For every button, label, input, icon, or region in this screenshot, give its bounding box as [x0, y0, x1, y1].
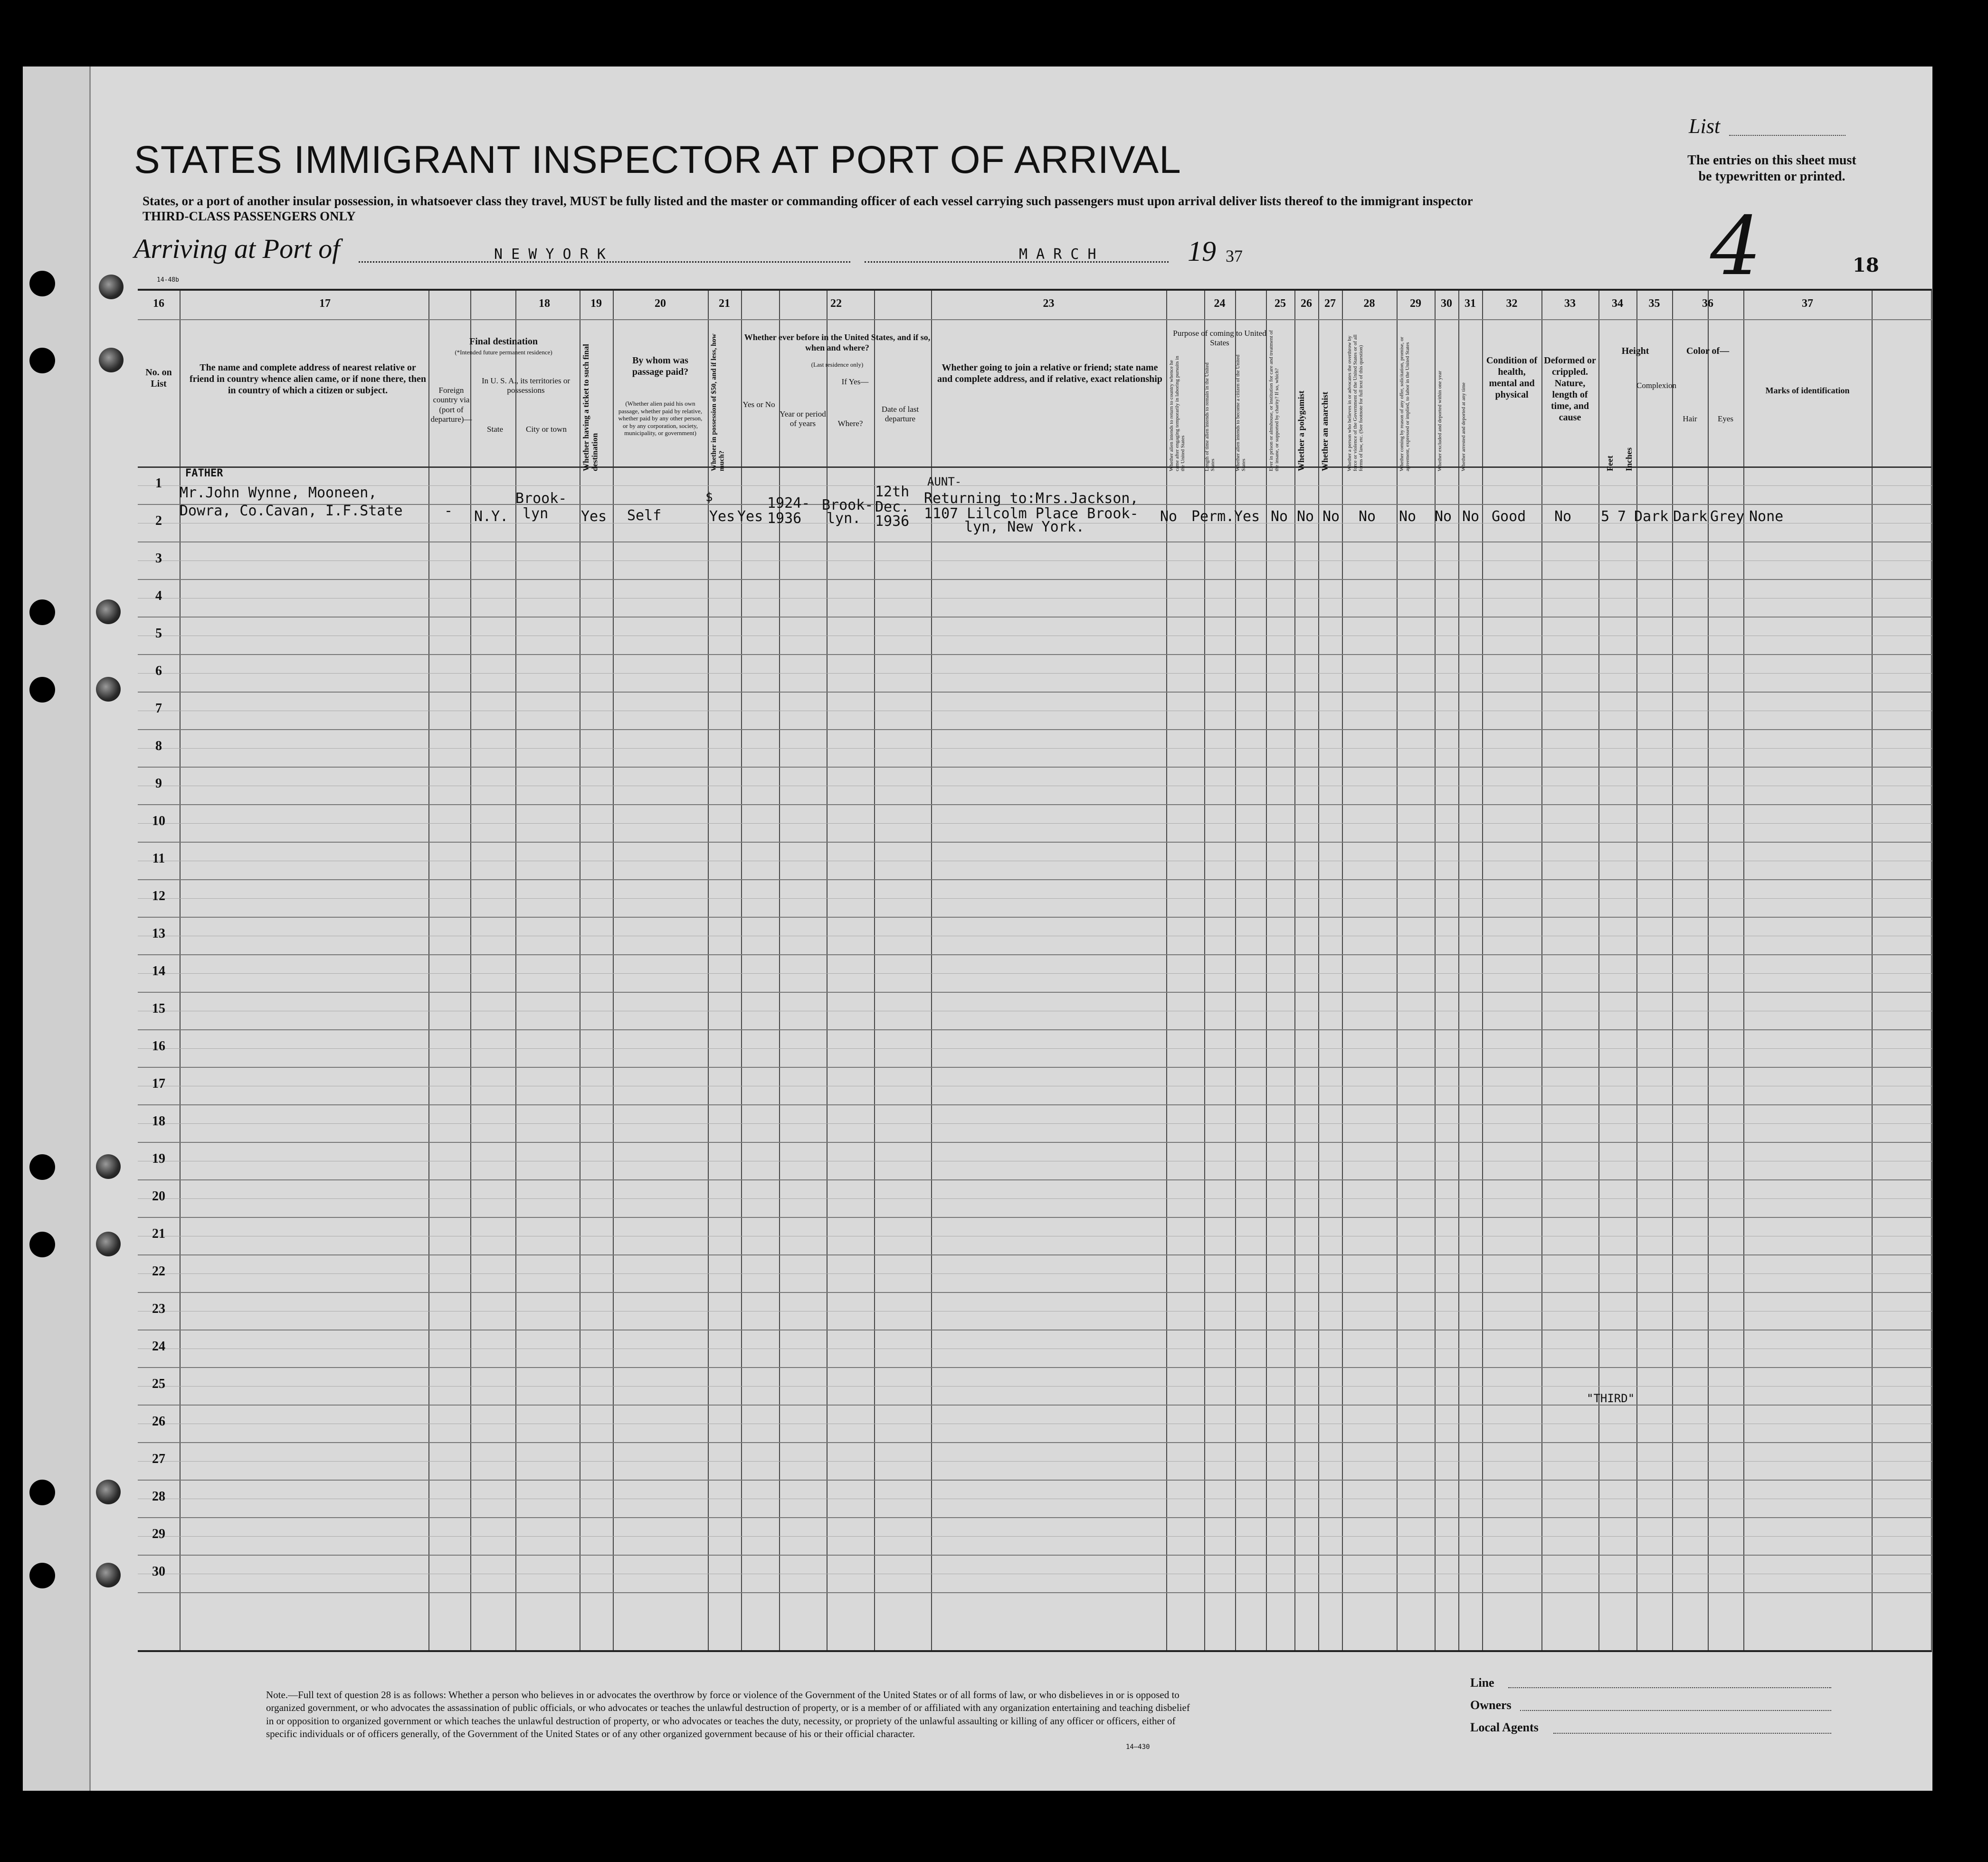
col-num: 28	[1363, 297, 1375, 310]
header-height: Height	[1621, 346, 1649, 356]
arriving-label: Arriving at Port of	[134, 233, 340, 264]
grid-row-line	[138, 1067, 1932, 1068]
grid-half-line	[138, 748, 1932, 749]
entry-inches: 7	[1617, 508, 1627, 525]
entry-health: Good	[1492, 508, 1526, 525]
header-purpose-a: Whether alien intends to return to country whence he came after engaging temporarily in laboring pursuits in the United States	[1169, 356, 1186, 471]
header-inches: Inches	[1624, 447, 1634, 471]
header-final-destination-sub: (*Intended future permanent residence)	[455, 349, 552, 356]
col-num: 31	[1465, 297, 1476, 310]
grid-column-line	[1204, 291, 1205, 1650]
grid-row-line	[138, 654, 1932, 655]
header-if-yes: If Yes—	[841, 377, 869, 386]
header-excluded: Whether excluded and deported within one year	[1437, 370, 1443, 471]
grid-row-line	[138, 1217, 1932, 1218]
binder-hole	[96, 677, 121, 702]
grid-row-line	[138, 1592, 1932, 1593]
year-prefix: 19	[1188, 236, 1216, 267]
grid-column-line	[1166, 291, 1167, 1650]
entry-prison: No	[1271, 508, 1288, 525]
col-num: 36	[1702, 297, 1713, 310]
row-number: 15	[152, 1001, 165, 1016]
row-number: 26	[152, 1414, 165, 1429]
entry-complexion: Dark	[1634, 508, 1669, 525]
grid-row-line	[138, 1179, 1932, 1180]
row-number: 13	[152, 926, 165, 941]
binding-strip	[23, 66, 91, 1791]
header-before-us-sub: (Last residence only)	[811, 361, 864, 368]
row-number: 8	[155, 739, 162, 753]
header-purpose-b: Length of time alien intends to remain in the United States	[1204, 362, 1216, 471]
header-color: Color of—	[1686, 346, 1730, 356]
grid-column-line	[1636, 291, 1637, 1650]
binder-hole	[29, 271, 55, 296]
entry-where-line1: Brook-	[822, 497, 874, 513]
row-number: 29	[152, 1527, 165, 1541]
col-num: 37	[1802, 297, 1813, 310]
entry-state: N.Y.	[474, 508, 509, 525]
entry-return: No	[1160, 508, 1178, 525]
row-number: 25	[152, 1377, 165, 1391]
header-before-us: Whether ever before in the United States, and if so, when and where?	[744, 332, 931, 352]
entry-length: Perm.	[1191, 508, 1235, 525]
row-number: 16	[152, 1039, 165, 1054]
header-passage: By whom was passage paid?	[632, 355, 689, 377]
entry-feet: 5	[1601, 508, 1610, 525]
handwritten-list-number: 4	[1710, 200, 1762, 294]
header-hair: Hair	[1683, 414, 1697, 423]
binder-hole	[29, 599, 55, 625]
row-number: 9	[155, 776, 162, 791]
col-num: 33	[1564, 297, 1576, 310]
entry-relative-line2: Dowra, Co.Cavan, I.F.State	[180, 503, 403, 519]
entry-city-line1: Brook-	[515, 490, 567, 507]
entry-arrested: No	[1462, 508, 1480, 525]
grid-row-line	[138, 319, 1932, 320]
entry-date-line3: 1936	[875, 513, 910, 530]
col-num: 25	[1275, 297, 1286, 310]
entry-citizen: Yes	[1234, 508, 1260, 525]
binder-hole	[29, 1154, 55, 1180]
footer-line-blank	[1508, 1687, 1831, 1688]
binder-hole	[29, 677, 55, 703]
entry-foreign: -	[444, 503, 453, 519]
grid-row-line	[138, 1405, 1932, 1406]
entry-years-line2: 1936	[767, 510, 802, 527]
entry-money: Yes	[709, 508, 735, 525]
list-line	[1729, 135, 1845, 136]
entry-overthrow: No	[1359, 508, 1376, 525]
row-number: 19	[152, 1151, 165, 1166]
entry-offer: No	[1399, 508, 1417, 525]
grid-column-line	[1318, 291, 1319, 1650]
footnote-question-28: Note.—Full text of question 28 is as follows: Whether a person who believes in or advocates the overthrow by force or violence of the Government of the United States or of all forms of law, or who disbelieves in or is opposed to organized government, or who advocates the assassination of public officials, or who advocates or teaches the unlawful destruction of property, or is a member of or affiliated with any organization entertaining and teaching disbelief in or opposition to organized government or which teaches the unlawful destruction of property, or who advocates or teaches the duty, necessity, or propriety of the unlawful assaulting or killing of any officer or officers, either of specific individuals or of officers generally, of the Government of the United States or of any other organized government because of his or their official character.	[266, 1689, 1190, 1739]
entry-city-line2: lyn	[523, 505, 549, 522]
grid-column-line	[1458, 291, 1459, 1650]
grid-row-line	[138, 579, 1932, 580]
grid-row-line	[138, 1367, 1932, 1368]
grid-half-line	[138, 973, 1932, 974]
grid-half-line	[138, 485, 1932, 486]
col-num: 19	[590, 297, 602, 310]
entry-eyes: Grey	[1710, 508, 1745, 525]
header-in-usa: In U. S. A., its territories or possessions	[481, 376, 571, 395]
arrival-month: M A R C H	[1019, 246, 1096, 263]
grid-row-line	[138, 1292, 1932, 1293]
grid-row-line	[138, 879, 1932, 880]
row-number: 7	[155, 701, 162, 716]
grid-column-line	[1342, 291, 1343, 1650]
grid-column-line	[1435, 291, 1436, 1650]
entry-relation: FATHER	[185, 467, 223, 479]
row-number: 22	[152, 1264, 165, 1279]
col-num: 16	[153, 297, 164, 310]
grid-row-line	[138, 466, 1932, 468]
row-number: 4	[155, 589, 162, 603]
header-eyes: Eyes	[1717, 414, 1734, 423]
page-number: 18	[1853, 254, 1879, 276]
grid-column-line	[741, 291, 742, 1650]
header-city: City or town	[526, 425, 567, 434]
col-num: 24	[1214, 297, 1226, 310]
binder-hole	[96, 1563, 121, 1587]
grid-row-line	[138, 1480, 1932, 1481]
entry-deformed: No	[1554, 508, 1572, 525]
header-relative: The name and complete address of nearest relative or friend in country whence alien came, or if none there, then in country of which a citizen or subject.	[189, 362, 427, 396]
header-yes-no: Yes or No	[742, 400, 775, 409]
grid-row-line	[138, 917, 1932, 918]
grid-column-line	[1872, 291, 1873, 1650]
grid-column-line	[470, 291, 471, 1650]
entry-join-line3: lyn, New York.	[964, 519, 1084, 535]
row-number: 24	[152, 1339, 165, 1354]
form-title: STATES IMMIGRANT INSPECTOR AT PORT OF ARRIVAL	[134, 138, 1181, 181]
entries-note-2: be typewritten or printed.	[1698, 169, 1845, 184]
row-number: 21	[152, 1226, 165, 1241]
entry-excluded: No	[1435, 508, 1452, 525]
entry-before-yesno: Yes	[737, 508, 763, 525]
row-number: 6	[155, 664, 162, 678]
grid-half-line	[138, 823, 1932, 824]
header-join: Whether going to join a relative or friend; state name and complete address, and if relative, exact relationship	[937, 362, 1162, 384]
entries-note: The entries on this sheet must	[1687, 153, 1856, 168]
grid-half-line	[138, 898, 1932, 899]
header-health: Condition of health, mental and physical	[1486, 355, 1538, 400]
grid-row-line	[138, 1555, 1932, 1556]
grid-row-line	[138, 1142, 1932, 1143]
third-class-stamp: "THIRD"	[1587, 1392, 1635, 1405]
binder-hole	[29, 1480, 55, 1505]
grid-column-line	[1397, 291, 1398, 1650]
header-purpose: Purpose of coming to United States	[1173, 329, 1266, 348]
grid-half-line	[138, 673, 1932, 674]
footer-agents-label: Local Agents	[1470, 1720, 1539, 1734]
grid-column-line	[827, 291, 828, 1650]
row-number: 30	[152, 1564, 165, 1579]
form-class: THIRD-CLASS PASSENGERS ONLY	[143, 209, 356, 223]
footer-line-label: Line	[1470, 1676, 1494, 1690]
entry-date-line2: Dec.	[875, 499, 910, 515]
row-number: 5	[155, 626, 162, 641]
col-num: 30	[1441, 297, 1452, 310]
header-year: Year or period of years	[780, 409, 826, 428]
grid-row-line	[138, 1442, 1932, 1443]
row-number: 18	[152, 1114, 165, 1129]
header-offer: Whether coming by reason of any offer, solicitation, promise, or agreement, expressed or implied, to labor in the United States	[1399, 337, 1411, 471]
grid-column-line	[1294, 291, 1295, 1650]
grid-row-line	[138, 692, 1932, 693]
footer-owners-blank	[1520, 1710, 1831, 1711]
grid-half-line	[138, 1123, 1932, 1124]
port-name: N E W Y O R K	[494, 246, 606, 263]
col-num: 29	[1410, 297, 1421, 310]
entry-where-line2: lyn.	[827, 510, 861, 527]
header-complexion: Complexion	[1636, 381, 1677, 390]
header-arrested: Whether arrested and deported at any time	[1461, 382, 1466, 471]
row-number: 2	[155, 513, 162, 528]
binder-hole	[96, 1154, 121, 1179]
header-polygamist: Whether a polygamist	[1296, 390, 1306, 471]
form-ref: 14-48b	[157, 276, 179, 284]
row-number: 17	[152, 1076, 165, 1091]
binder-hole	[96, 1480, 121, 1504]
grid-row-line	[138, 954, 1932, 955]
footer-owners-label: Owners	[1470, 1698, 1512, 1712]
header-no-on-list: No. on List	[145, 367, 172, 389]
header-state: State	[487, 425, 503, 434]
row-number: 12	[152, 889, 165, 903]
col-num: 17	[319, 297, 331, 310]
row-number: 14	[152, 964, 165, 978]
form-number: 14—430	[1126, 1743, 1150, 1751]
header-final-destination: Final destination	[469, 336, 538, 347]
col-num: 35	[1648, 297, 1660, 310]
grid-half-line	[138, 1386, 1932, 1387]
header-anarchist: Whether an anarchist	[1320, 391, 1330, 471]
binder-hole	[29, 1563, 55, 1588]
grid-half-line	[138, 1273, 1932, 1274]
grid-row-line	[138, 992, 1932, 993]
grid-row-line	[138, 842, 1932, 843]
grid-row-line	[138, 1254, 1932, 1255]
binder-hole	[96, 1232, 121, 1256]
binder-hole	[99, 275, 124, 299]
header-passage-sub: (Whether alien paid his own passage, whether paid by relative, whether paid by any other person, or by any corporation, society, municipality, or government)	[618, 400, 703, 437]
col-num: 21	[719, 297, 730, 310]
header-date: Date of last departure	[881, 405, 919, 424]
grid-column-line	[1931, 291, 1932, 1650]
header-deformed: Deformed or crippled. Nature, length of time, and cause	[1544, 355, 1596, 423]
list-label: List	[1689, 114, 1721, 138]
header-prison: Ever in prison or almshouse, or institution for care and treatment of the insane, or supported by charity? If so, which?	[1268, 330, 1280, 471]
col-num: 27	[1324, 297, 1336, 310]
grid-row-line	[138, 767, 1932, 768]
grid-column-line	[1743, 291, 1744, 1650]
header-ticket: Whether having a ticket to such final destination	[581, 344, 599, 471]
entry-ticket: Yes	[581, 508, 607, 525]
binder-hole	[99, 348, 124, 372]
header-marks: Marks of identification	[1765, 386, 1850, 395]
entry-join-line2: 1107 Lilcolm Place Brook-	[924, 505, 1139, 522]
row-number: 28	[152, 1489, 165, 1504]
col-num: 34	[1612, 297, 1623, 310]
col-num: 18	[539, 297, 550, 310]
entry-hair: Dark	[1673, 508, 1708, 525]
entry-join-relation: AUNT-	[927, 475, 962, 488]
entry-paid-by: Self	[627, 507, 662, 524]
binder-hole	[29, 348, 55, 373]
binder-hole	[29, 1232, 55, 1257]
col-num: 22	[830, 297, 842, 310]
entry-polygamist: No	[1297, 508, 1314, 525]
grid-row-line	[138, 1029, 1932, 1030]
row-number: 1	[155, 476, 162, 491]
header-where: Where?	[837, 419, 863, 428]
row-number: 27	[152, 1452, 165, 1466]
header-foreign-country: Foreign country via (port of departure)—	[430, 386, 472, 424]
binder-hole	[96, 599, 121, 624]
grid-row-line	[138, 1517, 1932, 1518]
entry-relative-line1: Mr.John Wynne, Mooneen,	[180, 484, 377, 501]
grid-row-line	[138, 617, 1932, 618]
grid-column-line	[613, 291, 614, 1650]
header-money: Whether in possession of $50, and if less, how much?	[710, 333, 726, 471]
grid-half-line	[138, 1461, 1932, 1462]
entry-years-line1: 1924-	[767, 495, 810, 512]
grid-column-line	[1672, 291, 1673, 1650]
grid-column-line	[1266, 291, 1267, 1650]
footer-agents-blank	[1553, 1733, 1831, 1734]
header-overthrow: Whether a person who believes in or advocates the overthrow by force or violence of the Government of the United States or of all forms of law, etc. (See footnote for full text of this question)	[1347, 334, 1364, 471]
row-number: 23	[152, 1302, 165, 1316]
grid-half-line	[138, 1048, 1932, 1049]
grid-row-line	[138, 1104, 1932, 1105]
year-suffix: 37	[1226, 247, 1243, 266]
grid-half-line	[138, 560, 1932, 561]
row-number: 10	[152, 814, 165, 828]
col-num: 26	[1301, 297, 1312, 310]
grid-column-line	[1541, 291, 1542, 1650]
form-subtitle: States, or a port of another insular possession, in whatsoever class they travel, MUST be fully listed and the master or commanding officer of each vessel carrying such passengers must upon arrival deliver lists thereof to the immigrant inspector	[143, 194, 1473, 208]
grid-row-line	[138, 729, 1932, 730]
grid-row-line	[138, 804, 1932, 805]
header-purpose-c: Whether alien intends to become a citizen of the United States	[1235, 354, 1247, 471]
grid-column-line	[1708, 291, 1709, 1650]
grid-column-line	[1598, 291, 1599, 1650]
manifest-table	[138, 289, 1932, 1652]
grid-half-line	[138, 1198, 1932, 1199]
row-number: 20	[152, 1189, 165, 1204]
entry-date-line1: 12th	[875, 484, 910, 500]
month-line	[865, 261, 1169, 263]
entry-join-line1: Returning to:Mrs.Jackson,	[924, 490, 1139, 507]
grid-half-line	[138, 1536, 1932, 1537]
grid-column-line	[428, 291, 429, 1650]
col-num: 32	[1506, 297, 1518, 310]
entry-money-mark: $	[705, 490, 713, 504]
row-number: 11	[152, 851, 165, 866]
row-number: 3	[155, 551, 162, 566]
entry-anarchist: No	[1322, 508, 1340, 525]
col-num: 23	[1043, 297, 1055, 310]
entry-marks: None	[1749, 508, 1784, 525]
header-feet: Feet	[1605, 456, 1615, 471]
col-num: 20	[655, 297, 666, 310]
grid-column-line	[1482, 291, 1483, 1650]
grid-column-line	[1235, 291, 1236, 1650]
